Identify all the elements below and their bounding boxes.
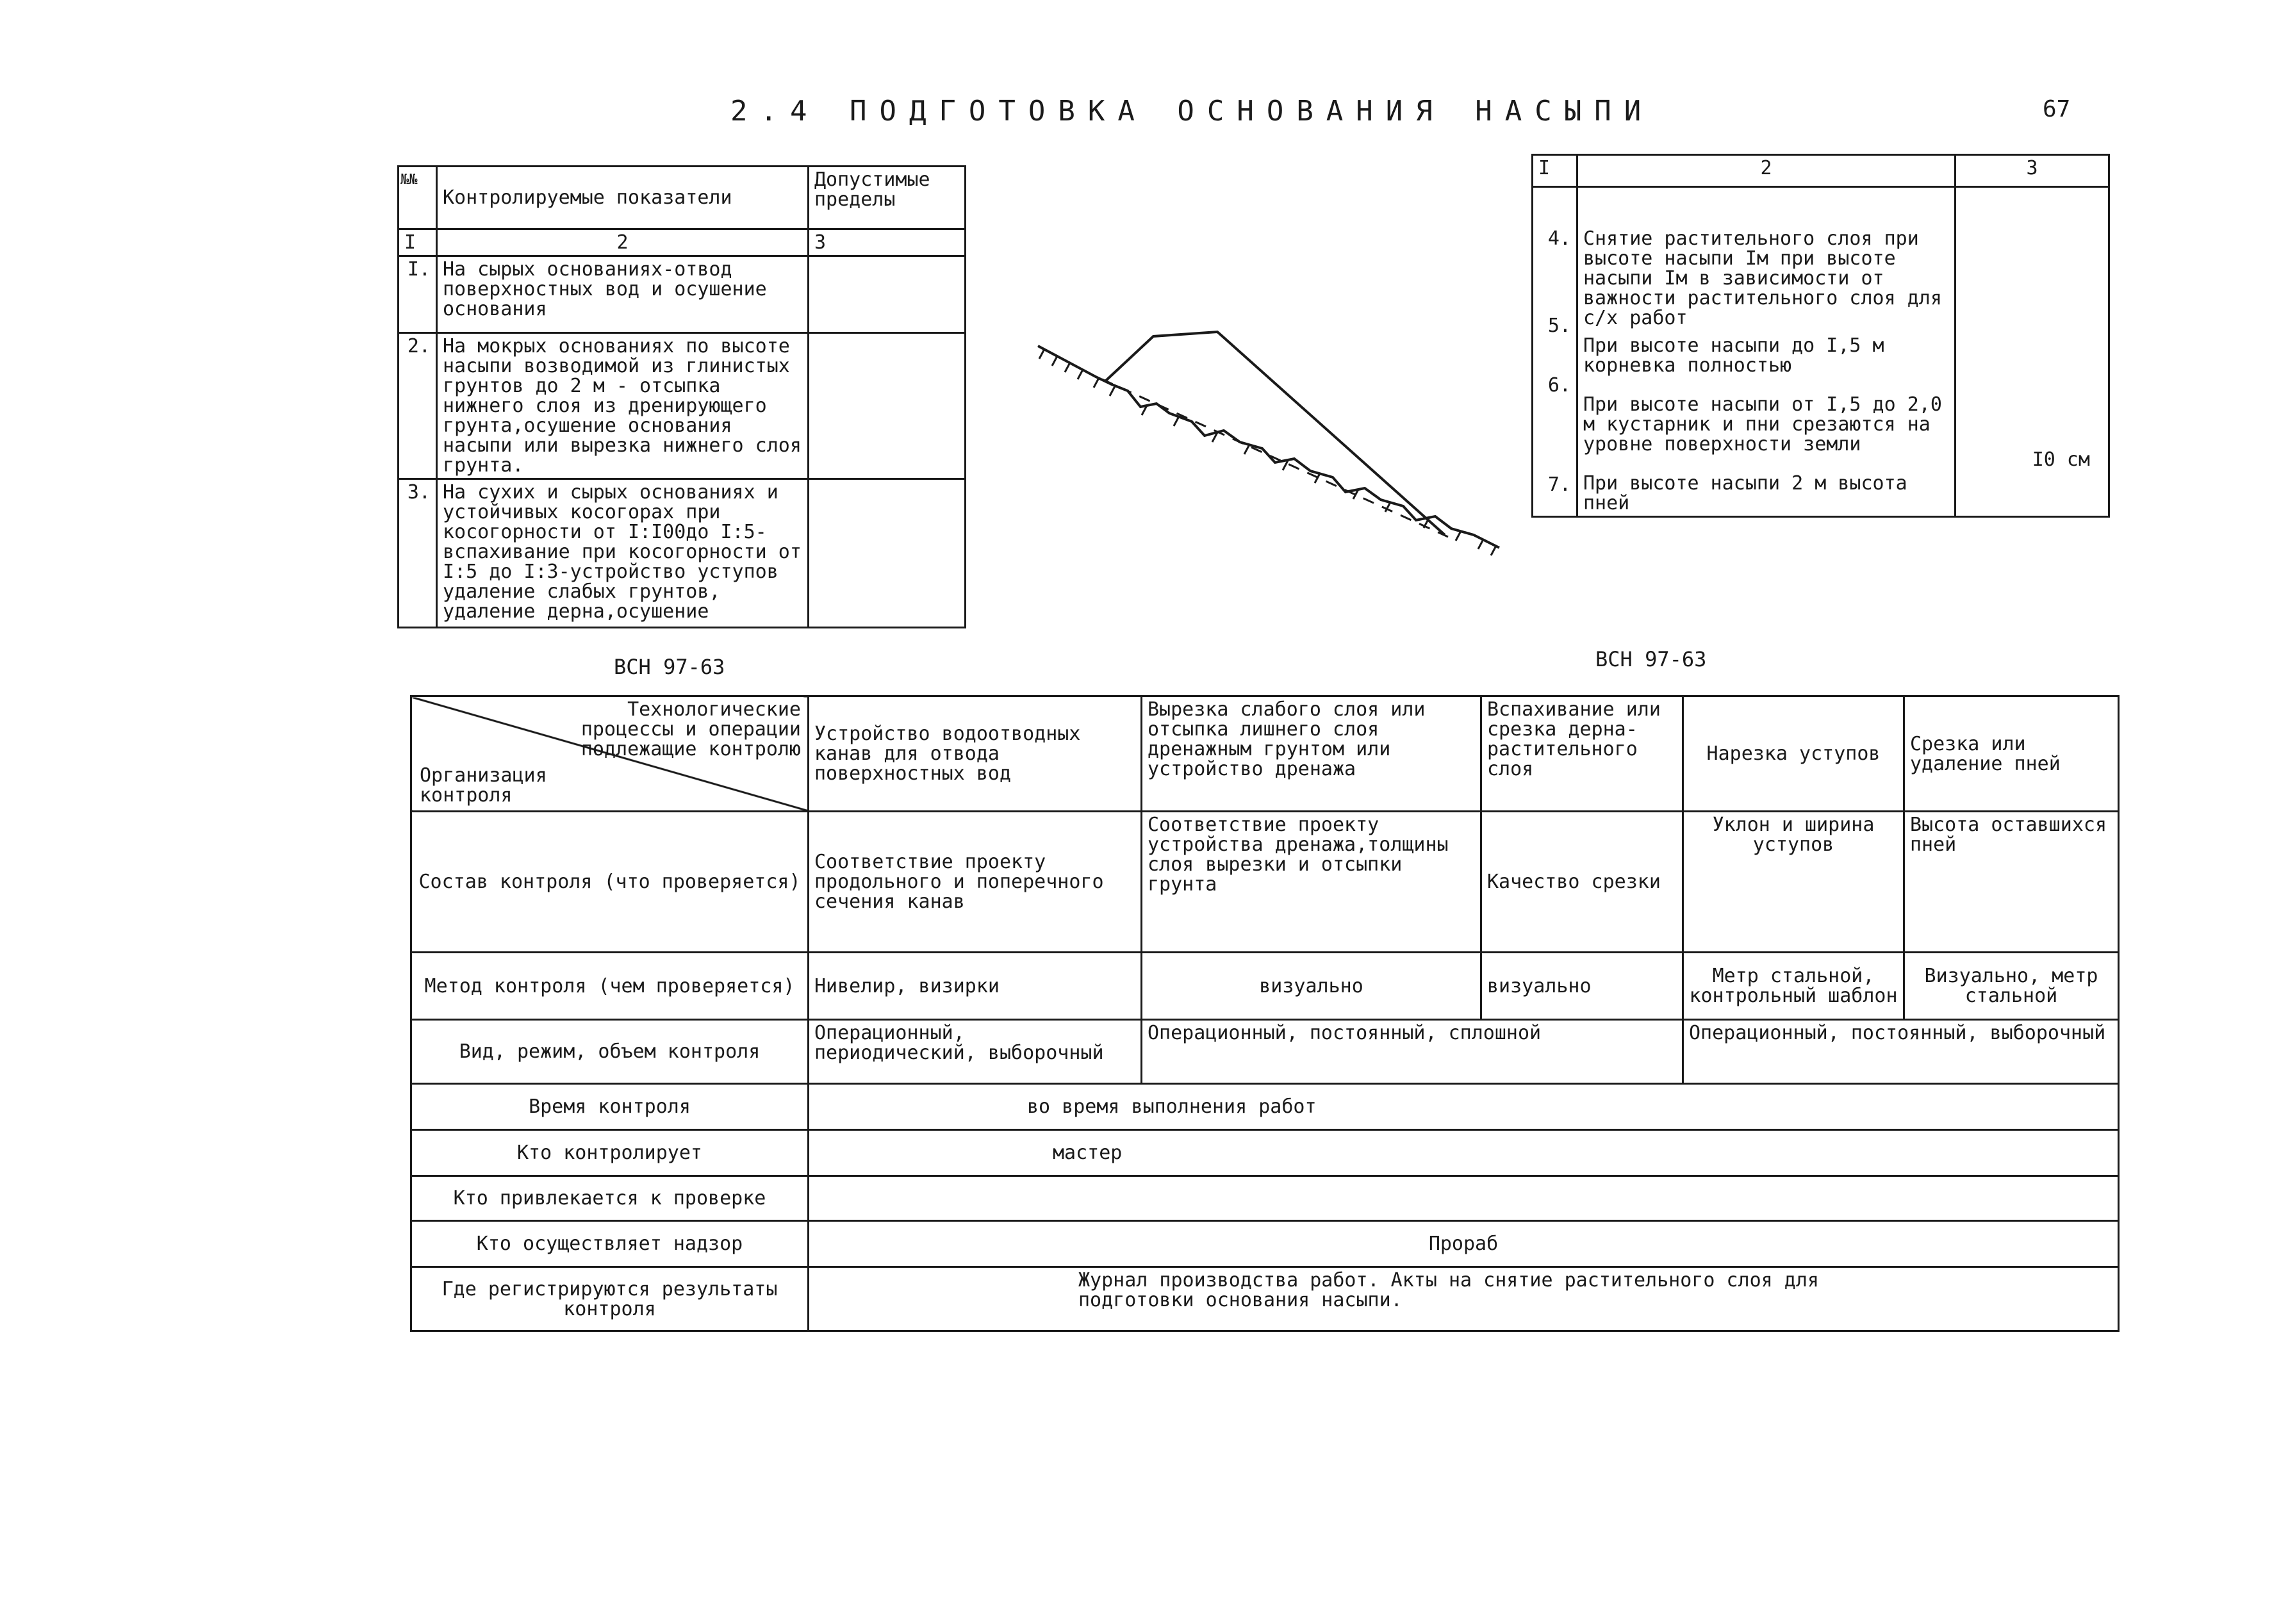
row-cell: Операционный, постоянный, сплошной bbox=[1142, 1020, 1683, 1084]
column-header: Вырезка слабого слоя или отсыпка лишнего слоя дренажным грунтом или устройство дренажа bbox=[1142, 696, 1481, 812]
colnum-3: 3 bbox=[1955, 155, 2109, 187]
row-cell: Соответствие проекту продольного и поперечного сечения канав bbox=[809, 812, 1142, 953]
item-text: При высоте насыпи до I,5 м корневка полностью bbox=[1583, 334, 1884, 377]
header-indicators: Контролируемые показатели bbox=[437, 167, 809, 229]
row-label-vremya: Время контроля bbox=[411, 1084, 809, 1130]
row-value: во время выполнения работ bbox=[809, 1084, 2119, 1130]
row-label-privlekaetsya: Кто привлекается к проверке bbox=[411, 1176, 809, 1221]
row-cell: Операционный, постоянный, выборочный bbox=[1683, 1020, 2119, 1084]
row-cell: Уклон и ширина уступов bbox=[1683, 812, 1904, 953]
row-value: Прораб bbox=[809, 1221, 2119, 1267]
right-indicators-table bbox=[1531, 154, 2110, 518]
colnum-2: 2 bbox=[437, 229, 809, 256]
header-number: №№ bbox=[399, 167, 437, 229]
item-text: На сырых основаниях-отвод поверхностных вод и осушение основания bbox=[437, 256, 809, 333]
section-title: 2.4 ПОДГОТОВКА ОСНОВАНИЯ НАСЫПИ bbox=[730, 95, 1654, 127]
limit-cell bbox=[1955, 187, 2109, 517]
colnum-1: I bbox=[399, 229, 437, 256]
row-value: мастер bbox=[809, 1130, 2119, 1176]
row-label-vid: Вид, режим, объем контроля bbox=[411, 1020, 809, 1084]
item-text: Снятие растительного слоя при высоте насыпи Iм при высоте насыпи Iм в зависимости от важности растительного слоя для с/х работ bbox=[1583, 227, 1942, 329]
item-text: На сухих и сырых основаниях и устойчивых косогорах при косогорности от I:I00до I:5- вспахивание при косогорности от I:5 до I:3-устройство уступов удаление слабых грунтов, удаление дерна,осушение bbox=[437, 479, 809, 628]
column-header: Устройство водоотводных канав для отвода поверхностных вод bbox=[809, 696, 1142, 812]
item-number: I. bbox=[399, 256, 437, 333]
row-cell: визуально bbox=[1142, 953, 1481, 1020]
row-cell: Качество срезки bbox=[1481, 812, 1683, 953]
left-indicators-table bbox=[397, 165, 966, 628]
item-texts bbox=[1577, 187, 1955, 517]
row-cell: Соответствие проекту устройства дренажа,толщины слоя вырезки и отсыпки грунта bbox=[1142, 812, 1481, 953]
item-number: 6. bbox=[1547, 374, 1571, 397]
limit-cell bbox=[809, 256, 966, 333]
column-header: Нарезка уступов bbox=[1683, 696, 1904, 812]
item-text: При высоте насыпи от I,5 до 2,0 м кустарник и пни срезаются на уровне поверхности земли bbox=[1583, 393, 1942, 455]
row-label-sostav: Состав контроля (что проверяется) bbox=[411, 812, 809, 953]
row-value: Журнал производства работ. Акты на снятие растительного слоя для подготовки основания насыпи. bbox=[809, 1267, 2119, 1331]
row-cell: Метр стальной, контрольный шаблон bbox=[1683, 953, 1904, 1020]
row-label-registr: Где регистрируются результаты контроля bbox=[411, 1267, 809, 1331]
right-table-caption: ВСН 97-63 bbox=[1595, 647, 1707, 671]
column-header: Срезка или удаление пней bbox=[1904, 696, 2119, 812]
item-number: 3. bbox=[399, 479, 437, 628]
item-numbers bbox=[1533, 187, 1577, 517]
control-organization-table bbox=[410, 695, 2120, 1332]
row-label-kto: Кто контролирует bbox=[411, 1130, 809, 1176]
corner-header bbox=[411, 696, 809, 812]
row-cell: Визуально, метр стальной bbox=[1904, 953, 2119, 1020]
item-number: 4. bbox=[1547, 227, 1571, 250]
colnum-2: 2 bbox=[1577, 155, 1955, 187]
row-label-metod: Метод контроля (чем проверяется) bbox=[411, 953, 809, 1020]
embankment-sketch bbox=[1025, 320, 1525, 577]
limit-value: I0 см bbox=[2032, 448, 2090, 471]
limit-cell bbox=[809, 333, 966, 479]
item-number: 2. bbox=[399, 333, 437, 479]
item-text: На мокрых основаниях по высоте насыпи возводимой из глинистых грунтов до 2 м - отсыпка нижнего слоя из дренирующего грунта,осушение основания насыпи или вырезка нижнего слоя грунта. bbox=[437, 333, 809, 479]
row-cell: Операционный, периодический, выборочный bbox=[809, 1020, 1142, 1084]
page-number: 67 bbox=[2043, 96, 2071, 122]
row-cell: Высота оставшихся пней bbox=[1904, 812, 2119, 953]
row-cell: визуально bbox=[1481, 953, 1683, 1020]
item-text: При высоте насыпи 2 м высота пней bbox=[1583, 472, 1907, 514]
header-limits: Допустимые пределы bbox=[809, 167, 966, 229]
row-value bbox=[809, 1176, 2119, 1221]
limit-cell bbox=[809, 479, 966, 628]
column-header: Вспахивание или срезка дерна-растительного слоя bbox=[1481, 696, 1683, 812]
corner-top-label: Технологические процессы и операции подлежащие контролю bbox=[580, 698, 801, 760]
colnum-1: I bbox=[1533, 155, 1577, 187]
corner-bottom-label: Организация контроля bbox=[420, 764, 547, 807]
left-table-caption: ВСН 97-63 bbox=[614, 655, 725, 679]
item-number: 5. bbox=[1547, 315, 1571, 337]
colnum-3: 3 bbox=[809, 229, 966, 256]
row-label-nadzor: Кто осуществляет надзор bbox=[411, 1221, 809, 1267]
item-number: 7. bbox=[1547, 473, 1571, 496]
row-cell: Нивелир, визирки bbox=[809, 953, 1142, 1020]
